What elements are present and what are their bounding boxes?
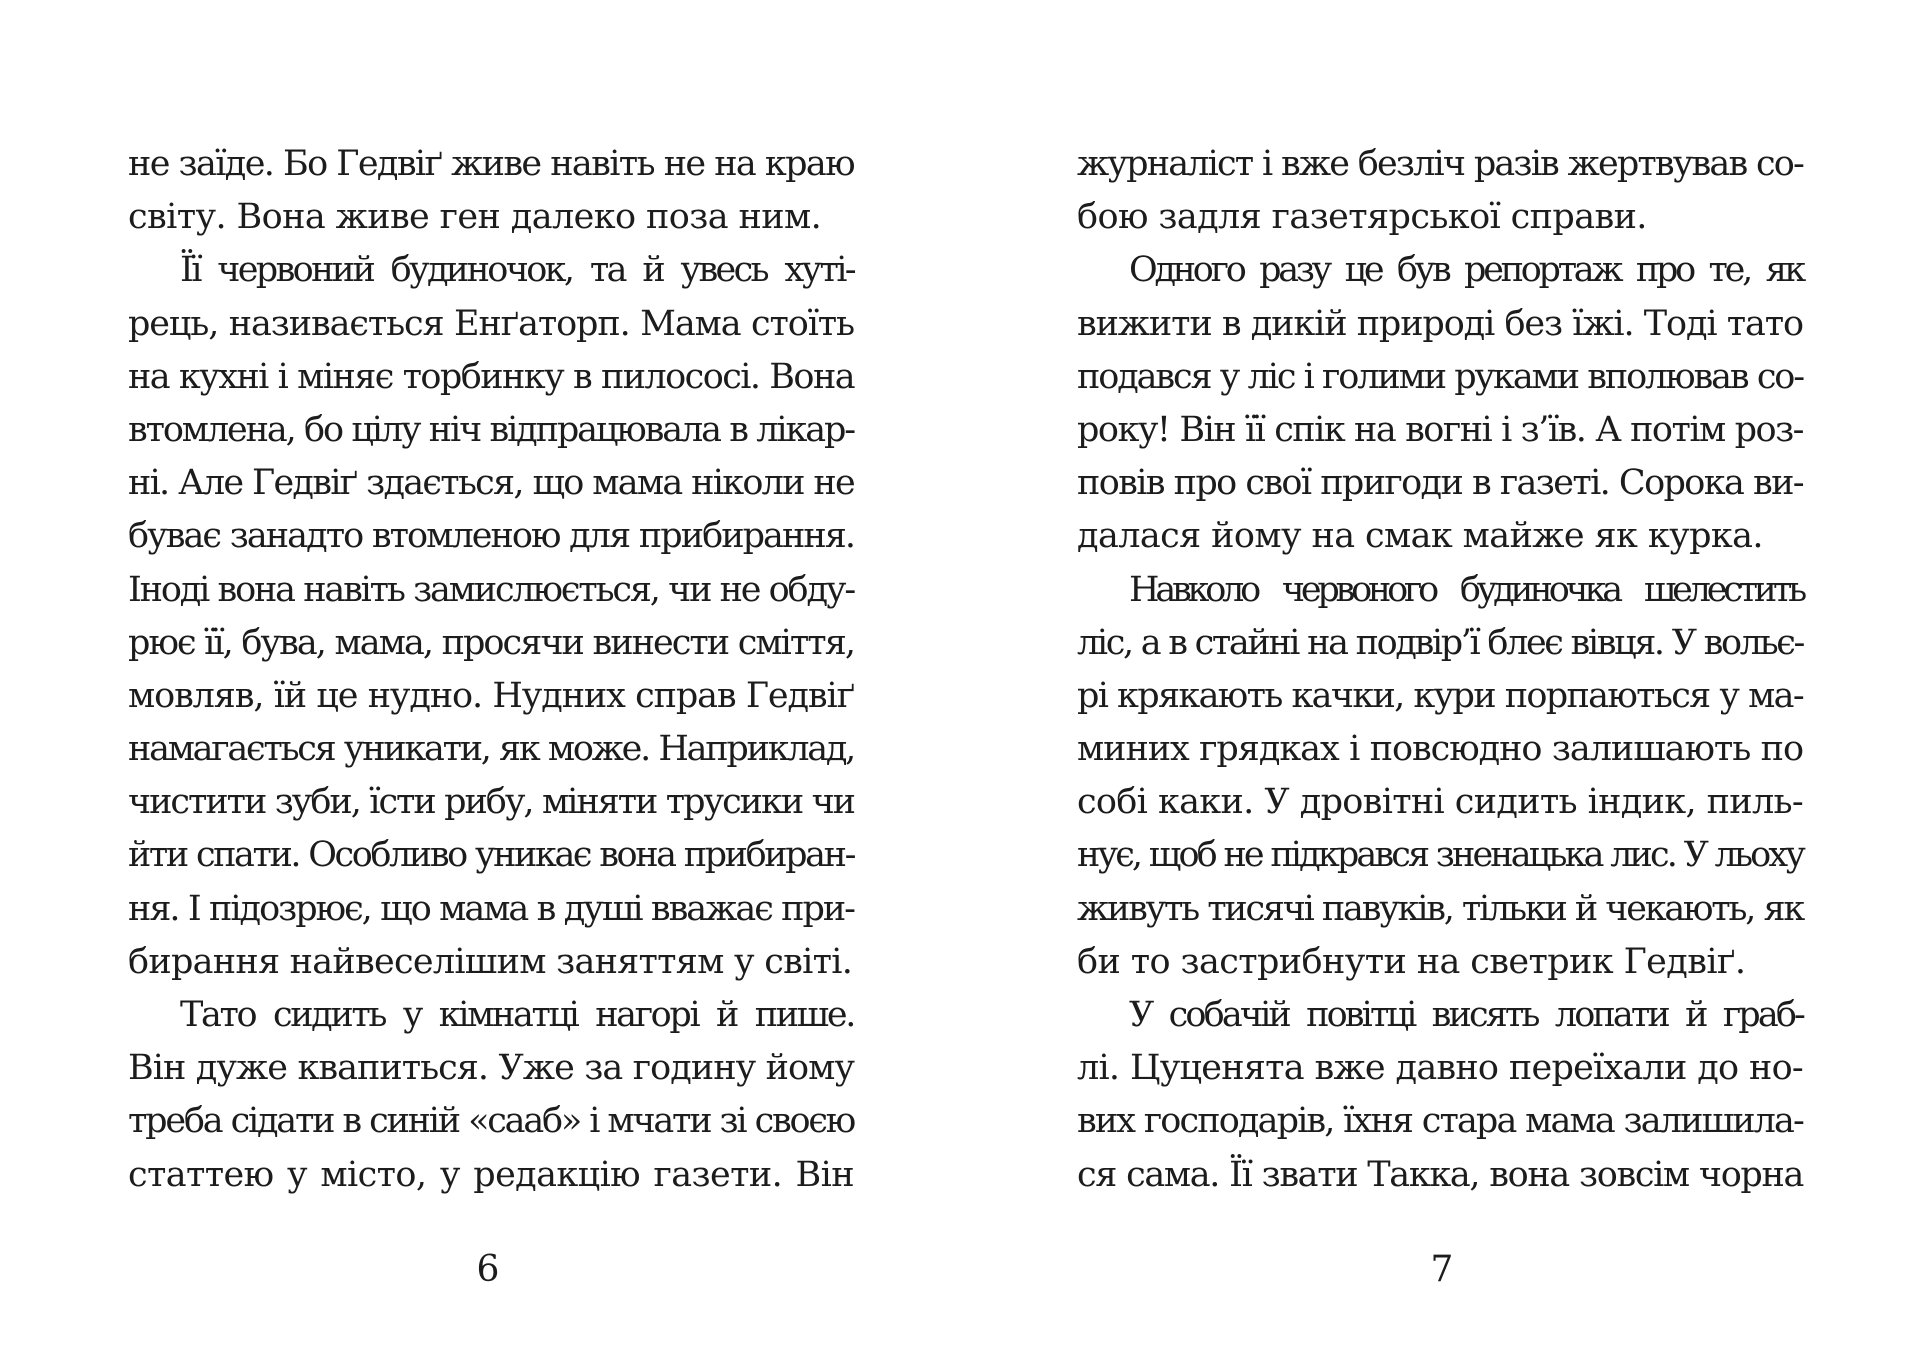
text-line: йти спати. Особливо уникає вона прибиран- — [128, 835, 854, 876]
text-line: журналіст і вже безліч разів жертвував со- — [1077, 144, 1803, 184]
text-line: чистити зуби, їсти рибу, міняти трусики чи — [128, 782, 854, 823]
text-line: бою задля газетярської справи. — [1077, 197, 1647, 238]
left-page-number: 6 — [476, 1249, 500, 1290]
text-line: буває занадто втомленою для прибирання. — [128, 516, 854, 557]
text-line: ні. Але Гедвіґ здається, що мама ніколи не — [128, 463, 854, 504]
text-line: рює її, бува, мама, просячи винести сміття, — [128, 622, 854, 663]
text-line: Він дуже квапиться. Уже за годину йому — [128, 1048, 854, 1089]
text-line: Тато сидить у кімнатці нагорі й пише. — [180, 995, 854, 1035]
text-line: втомлена, бо цілу ніч відпрацювала в лікар- — [128, 409, 854, 450]
text-line: бирання найвеселішим заняттям у світі. — [128, 941, 853, 982]
text-line: вижити в дикій природі без їжі. Тоді тато — [1077, 303, 1803, 344]
text-line: повів про свої пригоди в газеті. Сорока ви- — [1077, 463, 1803, 504]
text-line: статтею у місто, у редакцію газети. Він — [128, 1154, 854, 1195]
text-line: лі. Цуценята вже давно переїхали до но- — [1077, 1048, 1803, 1089]
text-line: Її червоний будиночок, та й увесь хуті- — [180, 250, 854, 291]
right-page — [960, 0, 1920, 1366]
text-line: Іноді вона навіть замислюється, чи не обду- — [128, 569, 854, 610]
text-line: рець, називається Енґаторп. Мама стоїть — [128, 303, 854, 344]
text-line: ліс, а в стайні на подвір’ї блеє вівця. У вольє- — [1077, 622, 1803, 663]
text-line: вих господарів, їхня стара мама залишила- — [1077, 1101, 1803, 1142]
text-line: ся сама. Її звати Такка, вона зовсім чорна — [1077, 1154, 1803, 1195]
text-line: живуть тисячі павуків, тільки й чекають, як — [1077, 888, 1803, 929]
text-line: нує, щоб не підкрався зненацька лис. У льоху — [1077, 835, 1803, 876]
text-line: року! Він її спік на вогні і з’їв. А потім роз- — [1077, 409, 1803, 450]
text-line: намагається уникати, як може. Наприклад, — [128, 729, 854, 770]
text-line: треба сідати в синій «сааб» і мчати зі своєю — [128, 1101, 854, 1142]
text-line: би то застрибнути на светрик Гедвіґ. — [1077, 941, 1746, 982]
right-page-text — [1077, 138, 1803, 1202]
text-line: далася йому на смак майже як курка. — [1077, 516, 1763, 557]
right-page-number: 7 — [1430, 1249, 1454, 1290]
text-line: на кухні і міняє торбинку в пилососі. Вона — [128, 356, 854, 397]
text-line: У собачій повітці висять лопати й граб- — [1129, 995, 1803, 1035]
text-line: не заїде. Бо Гедвіґ живе навіть не на краю — [128, 144, 854, 184]
text-line: мовляв, їй це нудно. Нудних справ Гедвіґ — [128, 675, 854, 716]
left-page-text — [128, 138, 854, 1202]
text-line: рі крякають качки, кури порпаються у ма- — [1077, 675, 1803, 716]
text-line: світу. Вона живе ген далеко поза ним. — [128, 197, 822, 238]
text-line: ня. І підозрює, що мама в душі вважає при- — [128, 888, 854, 929]
text-line: миних грядках і повсюдно залишають по — [1077, 729, 1803, 770]
text-line: Навколо червоного будиночка шелестить — [1129, 569, 1803, 610]
text-line: подався у ліс і голими руками вполював со- — [1077, 356, 1803, 397]
text-line: собі каки. У дровітні сидить індик, пиль- — [1077, 782, 1803, 823]
text-line: Одного разу це був репортаж про те, як — [1129, 250, 1803, 291]
